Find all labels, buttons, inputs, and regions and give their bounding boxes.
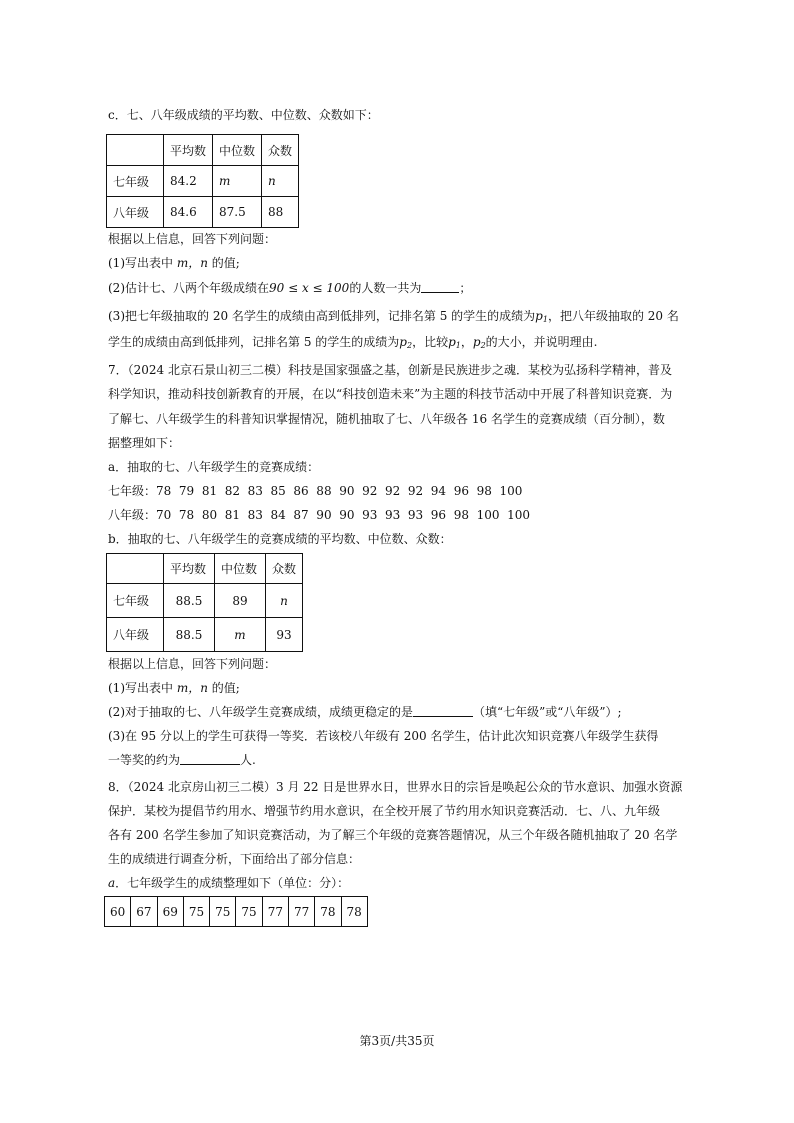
q7-cell: 88.5 [164, 618, 215, 652]
q6-cell [262, 166, 299, 197]
q6-cell: 84.2 [164, 166, 213, 197]
q8-scores-table [104, 896, 368, 927]
q6-var-m: m [219, 174, 231, 188]
q6-cell: 87.5 [213, 197, 262, 228]
q7-stats-table [106, 553, 303, 652]
q6-th-empty [107, 135, 164, 166]
answer-blank[interactable] [421, 280, 459, 293]
p1: $p_1$ [535, 309, 548, 324]
text: 一等奖的约为 [108, 753, 181, 767]
text: ； [459, 281, 472, 295]
q7-th-mean: 平均数 [164, 554, 215, 584]
q7-a-label: a．抽取的七、八年级学生的竞赛成绩： [108, 460, 320, 474]
q6-cell: 84.6 [164, 197, 213, 228]
q7-b-label: b．抽取的七、八年级学生的竞赛成绩的平均数、中位数、众数： [108, 532, 452, 546]
q8-score-cell: 75 [210, 897, 236, 927]
q7-cell [215, 618, 266, 652]
q7-part3-line1: (3)在 95 分以上的学生可获得一等奖．若该校八年级有 200 名学生，估计此次知识竞赛八年级学生获得 [108, 729, 659, 743]
q7-cell: 89 [215, 584, 266, 618]
text: 七年级： [108, 484, 157, 498]
text: 八年级： [108, 508, 157, 522]
letter: a [108, 876, 116, 890]
q7-cell: 88.5 [164, 584, 215, 618]
scores: 70 78 80 81 83 84 87 90 90 93 93 93 96 98 100 100 [156, 508, 531, 522]
q7-var-m: m [234, 627, 246, 642]
q7-th-mode: 众数 [266, 554, 303, 584]
q6-c-label: c．七、八年级成绩的平均数、中位数、众数如下： [108, 108, 379, 122]
q7-var-n: n [280, 593, 288, 608]
text: (2)估计七、八两个年级成绩在 [108, 281, 269, 295]
text: 的人数一共为 [349, 281, 422, 295]
q6-cell: 七年级 [107, 166, 164, 197]
p2: $p_2$ [399, 335, 413, 350]
q7-part1 [108, 680, 240, 696]
text: 学生的成绩由高到低排列，记排名第 5 的学生的成绩为 [108, 335, 400, 349]
q6-cell: 88 [262, 197, 299, 228]
q6-part2 [108, 280, 471, 296]
q7-line2: 科学知识，推动科技创新教育的开展，在以“科技创造未来”为主题的科技节活动中开展了科普知识竞赛．为 [108, 387, 673, 401]
q7-cell: 八年级 [107, 618, 164, 652]
q7-part2 [108, 704, 622, 720]
q8-score-cell: 78 [341, 897, 367, 927]
page-footer: 第3页/共35页 [359, 1034, 435, 1048]
q7-cell: 七年级 [107, 584, 164, 618]
vars: m，n [176, 256, 208, 270]
q6-cell [213, 166, 262, 197]
text: (2)对于抽取的七、八年级学生竞赛成绩，成绩更稳定的是 [108, 705, 414, 719]
q7-part3-line2 [108, 752, 256, 768]
q8-scores-row [105, 897, 368, 927]
p1: $p_1$ [448, 335, 461, 350]
text: 的值; [211, 681, 240, 695]
text: (3)把七年级抽取的 20 名学生的成绩由高到低排列，记排名第 5 的学生的成绩为 [108, 309, 536, 323]
answer-blank[interactable] [180, 752, 240, 765]
q8-score-cell: 75 [236, 897, 262, 927]
q8-score-cell: 69 [157, 897, 183, 927]
q6-stats-table [106, 134, 299, 228]
q6-th-median: 中位数 [213, 135, 262, 166]
q6-cell: 八年级 [107, 197, 164, 228]
text: ，比较 [412, 335, 449, 349]
q6-part1 [108, 255, 240, 271]
range: 90 ≤ x ≤ 100 [269, 281, 350, 295]
q6-part3-line2 [108, 334, 597, 354]
scores: 78 79 81 82 83 85 86 88 90 92 92 92 94 96 98 100 [156, 484, 523, 498]
q7-line4: 据整理如下： [108, 436, 181, 450]
text: ，把八年级抽取的 20 名 [547, 309, 679, 323]
text: ， [460, 335, 473, 349]
q8-a-label [108, 875, 349, 891]
q6-th-mode: 众数 [262, 135, 299, 166]
text: (1)写出表中 [108, 681, 173, 695]
q7-cell: 93 [266, 618, 303, 652]
q7-grade7-scores [108, 483, 522, 499]
q8-line3: 各有 200 名学生参加了知识竞赛活动，为了解三个年级的竞赛答题情况，从三个年级各随机抽取了 20 名学 [108, 828, 678, 842]
q7-grade8-scores [108, 507, 530, 523]
text: (1)写出表中 [108, 256, 173, 270]
text: 的值; [211, 256, 240, 270]
q7-line1: 7．（2024 北京石景山初三二模）科技是国家强盛之基，创新是民族进步之魂．某校为弘扬科学精神，普及 [108, 363, 672, 377]
q8-score-cell: 75 [183, 897, 209, 927]
q7-th-empty [107, 554, 164, 584]
q8-line4: 生的成绩进行调查分析，下面给出了部分信息： [108, 852, 361, 866]
q8-line1: 8．（2024 北京房山初三二模）3 月 22 日是世界水日，世界水日的宗旨是唤起公众的节水意识、加强水资源 [108, 780, 683, 794]
q7-intro: 根据以上信息，回答下列问题： [108, 657, 277, 671]
text: 的大小，并说明理由. [485, 335, 598, 349]
vars: m，n [176, 681, 208, 695]
p2: $p_2$ [472, 335, 486, 350]
q6-part3-line1 [108, 308, 679, 328]
answer-blank[interactable] [413, 704, 473, 717]
q8-line2: 保护．某校为提倡节约用水、增强节约用水意识，在全校开展了节约用水知识竞赛活动．七、八、九年级 [108, 804, 661, 818]
q6-th-mean: 平均数 [164, 135, 213, 166]
text: （填“七年级”或“八年级”）; [473, 705, 622, 719]
q7-cell [266, 584, 303, 618]
q8-score-cell: 77 [262, 897, 288, 927]
q7-line3: 了解七、八年级学生的科普知识掌握情况，随机抽取了七、八年级各 16 名学生的竞赛成绩（百分制），数 [108, 412, 665, 426]
q8-score-cell: 67 [131, 897, 157, 927]
q6-var-n: n [268, 174, 276, 188]
q8-score-cell: 77 [288, 897, 314, 927]
text: 人. [240, 753, 256, 767]
q8-score-cell: 60 [105, 897, 131, 927]
q7-th-median: 中位数 [215, 554, 266, 584]
text: ．七年级学生的成绩整理如下（单位：分）： [115, 876, 350, 890]
q6-intro: 根据以上信息，回答下列问题： [108, 232, 277, 246]
q8-score-cell: 78 [315, 897, 341, 927]
